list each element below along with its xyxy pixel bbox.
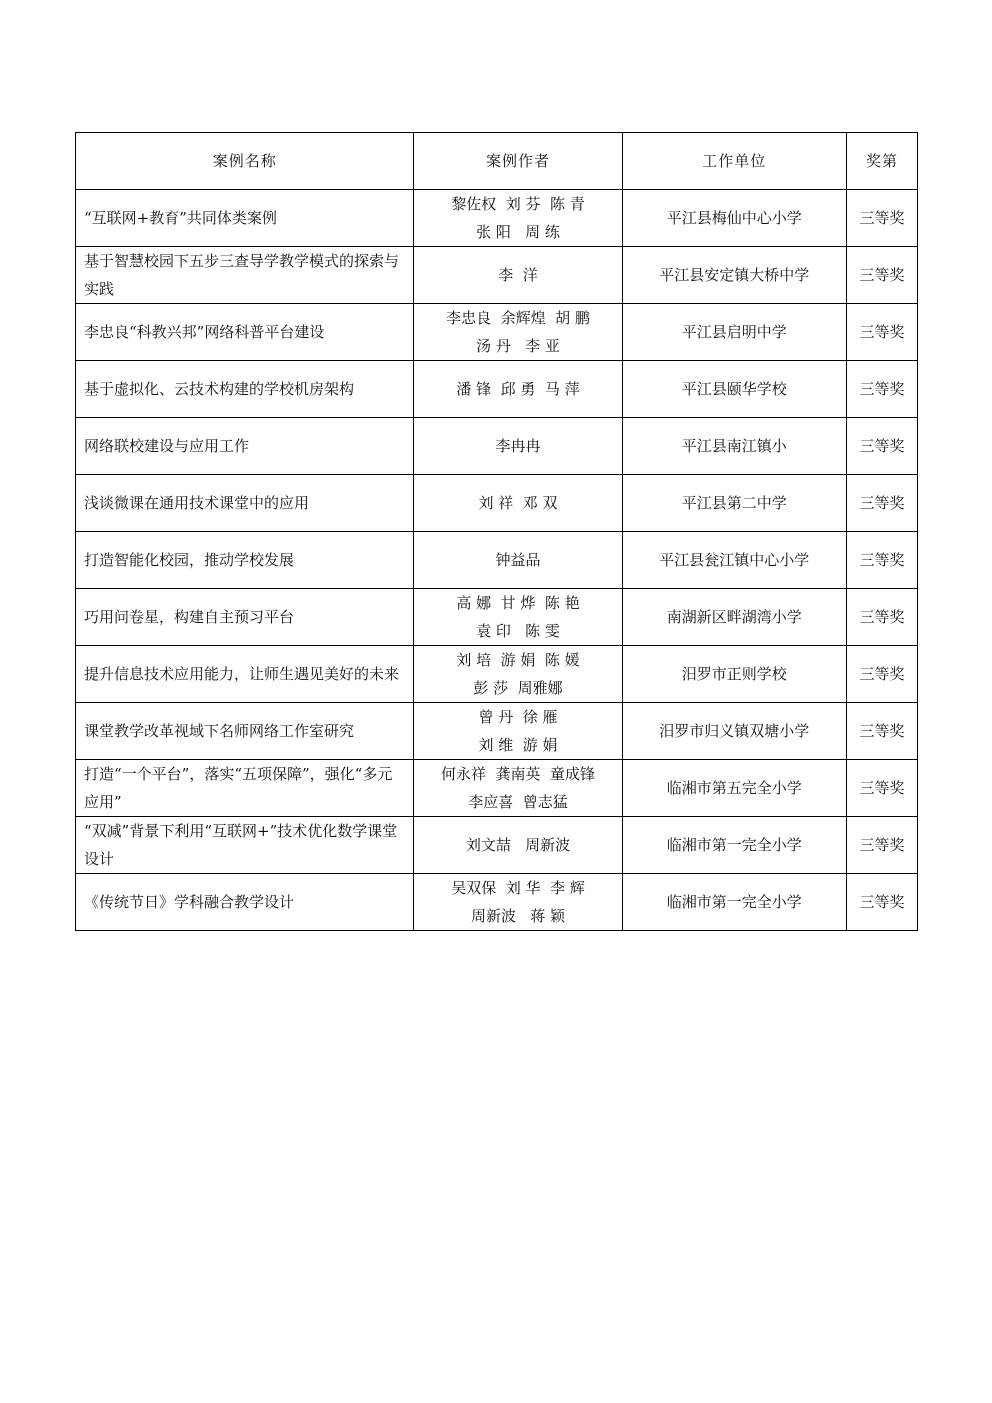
- author-line: 黎佐权 刘 芬 陈 青: [451, 195, 585, 213]
- case-name-cell: 课堂教学改革视域下名师网络工作室研究: [76, 703, 414, 760]
- author-line: 刘文喆 周新波: [465, 836, 571, 854]
- award-cell: 三等奖: [846, 817, 917, 874]
- author-line: 刘 培 游 娟 陈 媛: [456, 651, 580, 669]
- case-author-cell: [414, 475, 622, 532]
- award-cell: 三等奖: [846, 874, 917, 931]
- table-row: [76, 190, 918, 247]
- work-unit-cell: 平江县启明中学: [622, 304, 846, 361]
- award-cell: 三等奖: [846, 760, 917, 817]
- case-author-cell: [414, 760, 622, 817]
- award-cell: 三等奖: [846, 418, 917, 475]
- work-unit-cell: 平江县瓮江镇中心小学: [622, 532, 846, 589]
- author-line: 钟益品: [495, 551, 541, 569]
- case-author-cell: [414, 817, 622, 874]
- award-cell: 三等奖: [846, 589, 917, 646]
- award-cell: 三等奖: [846, 247, 917, 304]
- author-line: 李冉冉: [495, 437, 541, 455]
- case-author-cell: [414, 646, 622, 703]
- author-line: 潘 锋 邱 勇 马 萍: [456, 380, 580, 398]
- work-unit-cell: 南湖新区畔湖湾小学: [622, 589, 846, 646]
- author-line: 汤 丹 李 亚: [476, 337, 560, 355]
- table-row: [76, 646, 918, 703]
- case-name-cell: 基于智慧校园下五步三查导学教学模式的探索与实践: [76, 247, 414, 304]
- table-row: [76, 304, 918, 361]
- work-unit-cell: 汨罗市正则学校: [622, 646, 846, 703]
- case-author-cell: [414, 703, 622, 760]
- work-unit-cell: 临湘市第一完全小学: [622, 874, 846, 931]
- case-author-cell: [414, 589, 622, 646]
- table-row: [76, 589, 918, 646]
- award-cell: 三等奖: [846, 304, 917, 361]
- table-row: [76, 532, 918, 589]
- author-line: 刘 祥 邓 双: [478, 494, 558, 512]
- table-row: [76, 703, 918, 760]
- award-cell: 三等奖: [846, 361, 917, 418]
- work-unit-cell: 平江县梅仙中心小学: [622, 190, 846, 247]
- author-line: 刘 维 游 娟: [478, 736, 558, 754]
- award-cell: 三等奖: [846, 190, 917, 247]
- table-row: [76, 361, 918, 418]
- work-unit-cell: 平江县第二中学: [622, 475, 846, 532]
- work-unit-cell: 平江县安定镇大桥中学: [622, 247, 846, 304]
- table-row: [76, 760, 918, 817]
- work-unit-cell: 临湘市第一完全小学: [622, 817, 846, 874]
- award-cell: 三等奖: [846, 532, 917, 589]
- work-unit-cell: 汨罗市归义镇双塘小学: [622, 703, 846, 760]
- author-line: 李应喜 曾志猛: [468, 793, 568, 811]
- case-name-cell: 提升信息技术应用能力，让师生遇见美好的未来: [76, 646, 414, 703]
- header-case-author: 案例作者: [414, 133, 622, 190]
- case-name-cell: 打造“一个平台”，落实“五项保障”，强化“多元应用”: [76, 760, 414, 817]
- award-table: [75, 132, 918, 931]
- table-body: [76, 190, 918, 931]
- case-name-cell: 网络联校建设与应用工作: [76, 418, 414, 475]
- case-author-cell: [414, 874, 622, 931]
- header-award: 奖第: [846, 133, 917, 190]
- case-author-cell: [414, 361, 622, 418]
- author-line: 张 阳 周 练: [476, 223, 560, 241]
- case-name-cell: 浅谈微课在通用技术课堂中的应用: [76, 475, 414, 532]
- table-header-row: [76, 133, 918, 190]
- table-row: [76, 817, 918, 874]
- author-line: 曾 丹 徐 雁: [478, 708, 558, 726]
- header-work-unit: 工作单位: [622, 133, 846, 190]
- case-author-cell: [414, 190, 622, 247]
- award-cell: 三等奖: [846, 475, 917, 532]
- header-case-name: 案例名称: [76, 133, 414, 190]
- case-name-cell: 《传统节日》学科融合教学设计: [76, 874, 414, 931]
- author-line: 高 娜 甘 烨 陈 艳: [456, 594, 580, 612]
- table-row: [76, 874, 918, 931]
- case-name-cell: “互联网+教育”共同体类案例: [76, 190, 414, 247]
- author-line: 彭 莎 周雅娜: [473, 679, 563, 697]
- table-row: [76, 475, 918, 532]
- table-row: [76, 418, 918, 475]
- work-unit-cell: 平江县南江镇小: [622, 418, 846, 475]
- case-name-cell: 李忠良“科教兴邦”网络科普平台建设: [76, 304, 414, 361]
- case-author-cell: [414, 418, 622, 475]
- work-unit-cell: 临湘市第五完全小学: [622, 760, 846, 817]
- table-row: [76, 247, 918, 304]
- author-line: 李忠良 余辉煌 胡 鹏: [446, 309, 590, 327]
- author-line: 李 洋: [498, 266, 538, 284]
- case-author-cell: [414, 532, 622, 589]
- case-name-cell: 基于虚拟化、云技术构建的学校机房架构: [76, 361, 414, 418]
- author-line: 袁 印 陈 雯: [476, 622, 560, 640]
- case-name-cell: 打造智能化校园，推动学校发展: [76, 532, 414, 589]
- author-line: 周新波 蒋 颖: [470, 907, 566, 925]
- award-cell: 三等奖: [846, 646, 917, 703]
- case-author-cell: [414, 304, 622, 361]
- award-cell: 三等奖: [846, 703, 917, 760]
- work-unit-cell: 平江县颐华学校: [622, 361, 846, 418]
- case-name-cell: “双减”背景下利用“互联网+”技术优化数学课堂设计: [76, 817, 414, 874]
- case-name-cell: 巧用问卷星，构建自主预习平台: [76, 589, 414, 646]
- case-author-cell: [414, 247, 622, 304]
- author-line: 吴双保 刘 华 李 辉: [451, 879, 585, 897]
- author-line: 何永祥 龚南英 童成锋: [440, 765, 596, 783]
